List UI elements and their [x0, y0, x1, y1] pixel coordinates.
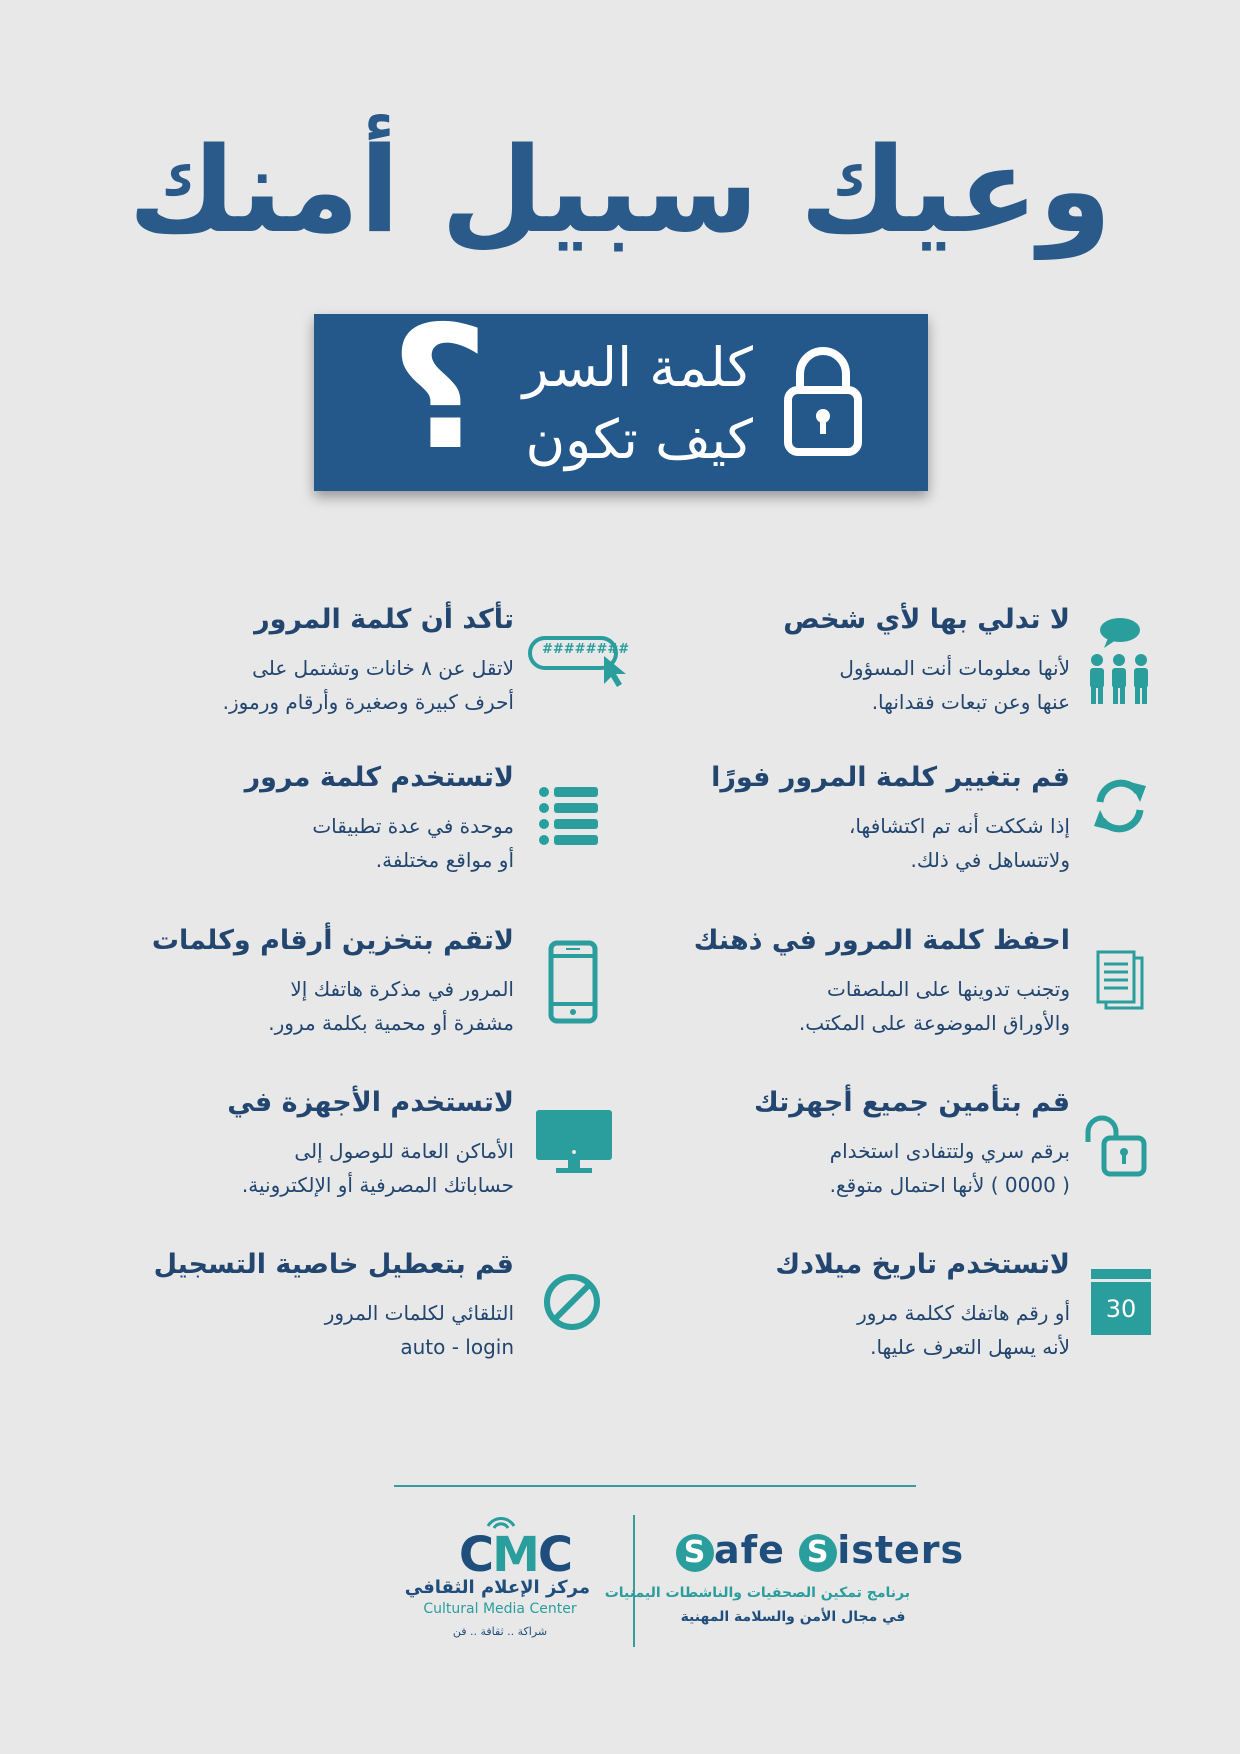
tip-change-immediately [630, 762, 1070, 877]
monitor-icon [534, 1108, 614, 1174]
tip-unique-password [74, 762, 514, 877]
cmc-arabic-name: مركز الإعلام الثقافي [404, 1577, 590, 1598]
tip-text: أو رقم هاتفك ككلمة مرور لأنه يسهل التعرف عليها. [857, 1301, 1070, 1359]
phone-icon [548, 940, 598, 1024]
tip-secure-devices [630, 1087, 1070, 1202]
tip-title: قم بتغيير كلمة المرور فورًا [711, 762, 1070, 793]
tip-title: لا تدلي بها لأي شخص [783, 604, 1070, 635]
calendar-icon [1091, 1269, 1151, 1335]
tip-birthdate [630, 1249, 1070, 1364]
tip-text: الأماكن العامة للوصول إلى حساباتك المصرفية أو الإلكترونية. [241, 1139, 514, 1197]
tip-text: برقم سري ولتتفادى استخدام ( 0000 ) لأنها احتمال متوقع. [829, 1139, 1070, 1197]
tip-text: المرور في مذكرة هاتفك إلا مشفرة أو محمية بكلمة مرور. [268, 977, 514, 1035]
people-chat-icon [1086, 616, 1152, 708]
tip-title: لاتستخدم كلمة مرور [244, 762, 514, 793]
tip-title: قم بتأمين جميع أجهزتك [753, 1087, 1070, 1118]
list-icon [538, 786, 600, 848]
autologin-text: auto - login [400, 1335, 514, 1359]
tip-text: لاتقل عن ٨ خانات وتشتمل على أحرف كبيرة وصغيرة وأرقام ورموز. [222, 656, 514, 714]
tip-text: التلقائي لكلمات المرور auto - login [74, 1296, 514, 1364]
tip-text: لأنها معلومات أنت المسؤول عنها وعن تبعات فقدانها. [839, 656, 1070, 714]
tip-title: قم بتعطيل خاصية التسجيل [153, 1249, 514, 1280]
tip-title: احفظ كلمة المرور في ذهنك [693, 925, 1070, 956]
tip-title: لاتقم بتخزين أرقام وكلمات [151, 925, 514, 956]
page-title: وعيك سبيل أمنك [128, 121, 1112, 259]
safe-sisters-subtitle-2: في مجال الأمن والسلامة المهنية [680, 1609, 906, 1625]
cmc-tagline: شراكة .. ثقافة .. فن [452, 1625, 548, 1638]
tip-title: لاتستخدم الأجهزة في [227, 1087, 514, 1118]
refresh-icon [1086, 772, 1154, 840]
tip-disable-autologin [74, 1249, 514, 1364]
safe-sisters-subtitle-1: برنامج تمكين الصحفيات والناشطات اليمنيات [604, 1585, 910, 1601]
tip-phone-storage [74, 925, 514, 1040]
banner-line-2: كيف تكون [525, 408, 753, 471]
password-banner [314, 290, 928, 491]
documents-icon [1094, 950, 1146, 1012]
calendar-day: 30 [1105, 1295, 1137, 1323]
logos-divider [633, 1515, 635, 1647]
tip-title: تأكد أن كلمة المرور [254, 604, 514, 635]
tip-public-devices [74, 1087, 514, 1202]
tip-text: موحدة في عدة تطبيقات أو مواقع مختلفة. [312, 814, 514, 872]
password-field-icon [528, 636, 630, 670]
tip-memorize [630, 925, 1070, 1040]
footer-divider [394, 1485, 916, 1487]
tip-title: لاتستخدم تاريخ ميلادك [775, 1249, 1070, 1280]
cmc-english-name: Cultural Media Center [423, 1601, 577, 1617]
tip-dont-share [630, 604, 1070, 719]
tip-text: إذا شككت أنه تم اكتشافها، ولاتتساهل في ذلك. [848, 814, 1070, 872]
cmc-logo: CMC [458, 1527, 572, 1583]
banner-line-1: كلمة السر [522, 336, 753, 399]
tip-text: وتجنب تدوينها على الملصقات والأوراق الموضوعة على المكتب. [798, 977, 1070, 1035]
unlocked-padlock-icon [1082, 1114, 1148, 1178]
padlock-icon [784, 346, 862, 458]
password-field-text: ######## [542, 642, 630, 657]
tip-password-length [74, 604, 514, 719]
question-mark-icon: ؟ [390, 290, 489, 488]
safe-sisters-logo: S afe S isters [676, 1528, 910, 1572]
prohibited-icon [542, 1272, 602, 1332]
